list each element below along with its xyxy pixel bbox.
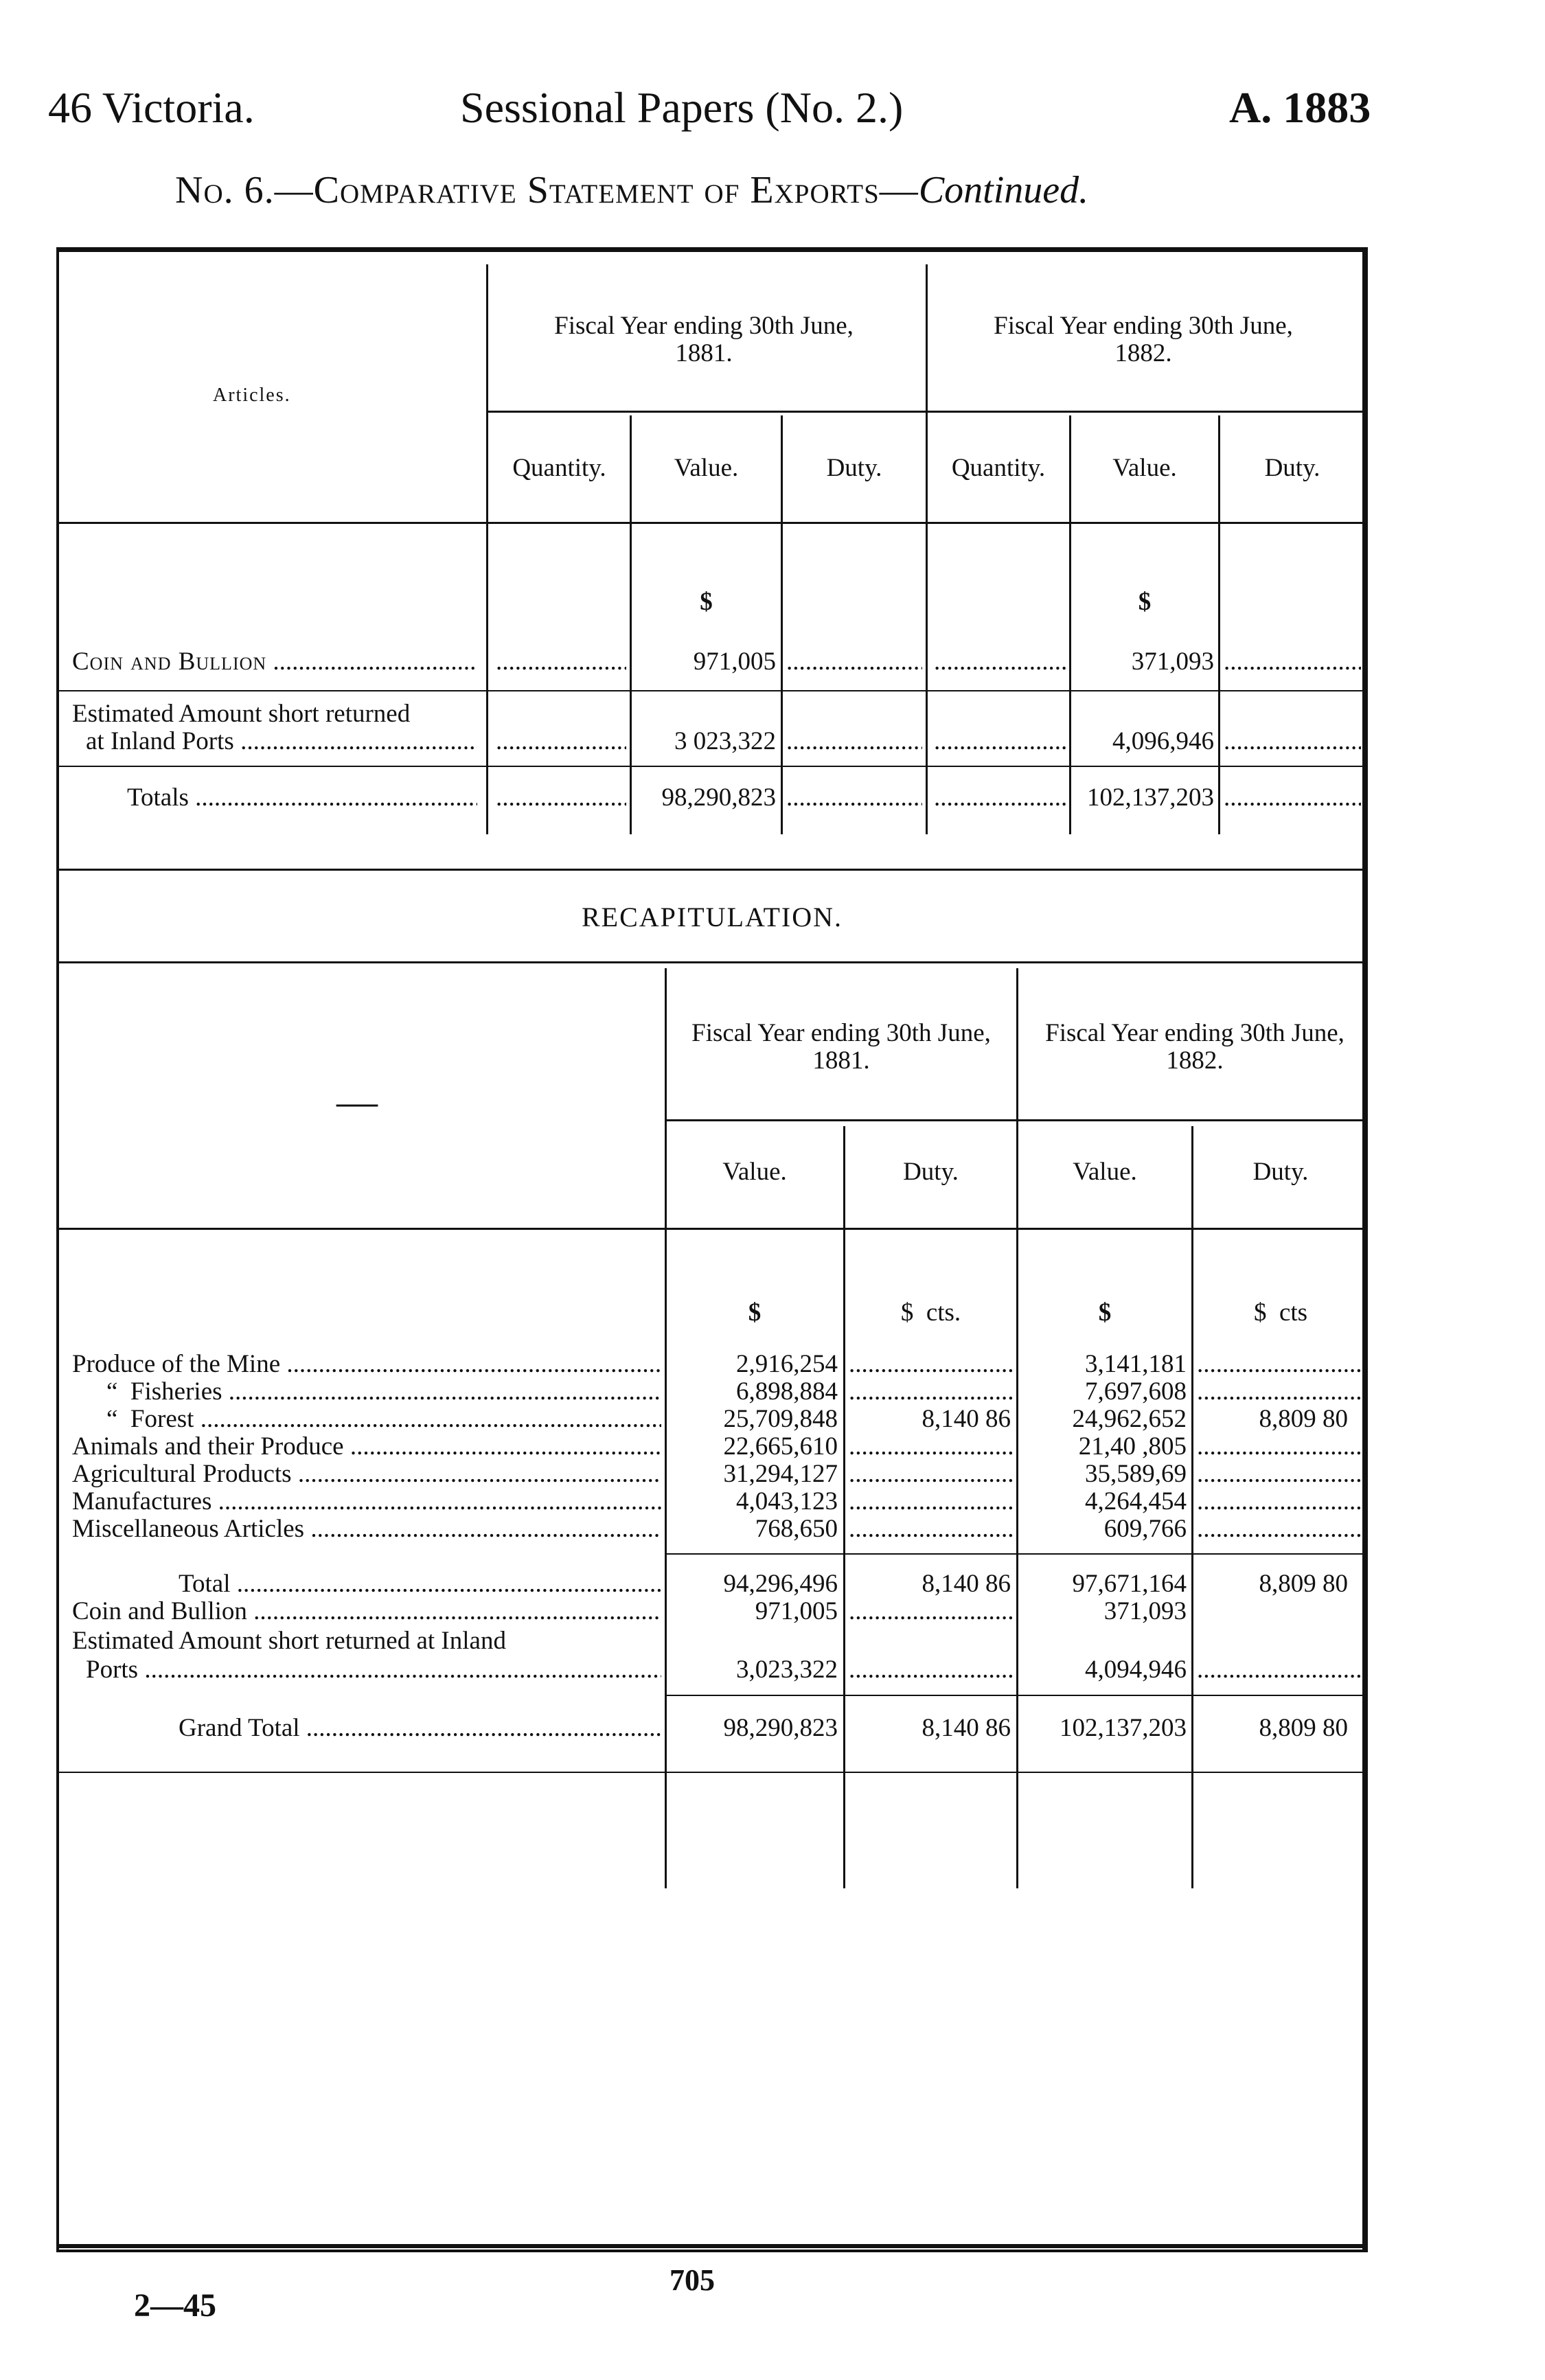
recap-row-value-1: 25,709,848 xyxy=(723,1405,838,1433)
bottom-rule xyxy=(56,2244,1368,2248)
recap-vline-d2 xyxy=(1191,1126,1193,1888)
row-est-q1-dots xyxy=(496,726,626,756)
recap-col-duty-2: Duty. xyxy=(1252,1158,1309,1186)
recap-total-value-2: 97,671,164 xyxy=(1072,1570,1187,1598)
recap-grand-label: Grand Total xyxy=(179,1714,300,1742)
row-est-q2-dots xyxy=(934,726,1066,756)
row-est-value-2: 4,096,946 xyxy=(1112,727,1214,755)
row-est-value-1: 3 023,322 xyxy=(674,727,776,755)
recap-row-value-1: 31,294,127 xyxy=(723,1460,838,1488)
row-coin-q1-dots xyxy=(496,647,626,676)
recap-row-duty-2-dots xyxy=(1197,1377,1362,1406)
recap-row-value-2: 4,264,454 xyxy=(1085,1487,1187,1515)
recap-row-duty-1-dots xyxy=(849,1349,1014,1379)
recap-row-value-1: 768,650 xyxy=(755,1515,838,1543)
recap-est-value-2: 4,094,946 xyxy=(1085,1656,1187,1684)
row-totals-q1-dots xyxy=(496,783,626,812)
recap-total-duty-1: 8,140 86 xyxy=(922,1570,1011,1598)
recap-coin-value-2: 371,093 xyxy=(1103,1597,1187,1625)
year2-header: Fiscal Year ending 30th June, 1882. xyxy=(994,312,1293,367)
document-subtitle xyxy=(175,168,1088,212)
recap-est-label-1: Estimated Amount short returned at Inland xyxy=(72,1627,506,1655)
recap-row-duty-1-dots xyxy=(849,1432,1014,1461)
row-est-d2-dots xyxy=(1224,726,1361,756)
year-header-rule xyxy=(488,411,1368,413)
recap-est-duty-1-dots xyxy=(849,1655,1014,1684)
recap-end-rule xyxy=(56,1772,1368,1773)
recap-vline-label xyxy=(665,968,667,1888)
recap-row-value-2: 35,589,69 xyxy=(1085,1460,1187,1488)
recap-title: RECAPITULATION. xyxy=(582,902,843,932)
recap-row-duty-2-dots xyxy=(1197,1459,1362,1489)
recap-row-label: Miscellaneous Articles xyxy=(72,1515,305,1543)
recap-row-label: Agricultural Products xyxy=(72,1460,292,1488)
col-quantity-2: Quantity. xyxy=(951,454,1046,482)
recap-title-rule xyxy=(56,961,1368,963)
recap-row-value-1: 2,916,254 xyxy=(736,1350,838,1378)
recap-row-label: Manufactures xyxy=(72,1487,212,1515)
recap-row-duty-2-dots xyxy=(1197,1349,1362,1379)
recap-row-value-2: 3,141,181 xyxy=(1085,1350,1187,1378)
recap-row-value-2: 21,40 ,805 xyxy=(1078,1432,1187,1461)
recap-row-value-2: 7,697,608 xyxy=(1085,1377,1187,1406)
row-rule-1 xyxy=(56,690,1368,691)
subtitle-continued: Continued. xyxy=(918,169,1089,211)
recap-total-value-1: 94,296,496 xyxy=(723,1570,838,1598)
recap-row-duty-1-dots xyxy=(849,1459,1014,1489)
year1-header: Fiscal Year ending 30th June, 1881. xyxy=(554,312,854,367)
recap-row-duty-2-dots xyxy=(1197,1487,1362,1516)
recap-total-label: Total xyxy=(179,1570,231,1598)
recap-row-duty-2-dots xyxy=(1197,1514,1362,1544)
recap-year-rule xyxy=(666,1119,1368,1121)
col-duty-2: Duty. xyxy=(1264,454,1320,482)
col-value-2: Value. xyxy=(1112,454,1177,482)
recap-col-rule xyxy=(56,1228,1368,1230)
recap-row-duty-1-dots xyxy=(849,1487,1014,1516)
row-est-d1-dots xyxy=(786,726,922,756)
subtitle-main: No. 6.—Comparative Statement of Exports— xyxy=(175,169,919,211)
page-number: 705 xyxy=(670,2263,715,2297)
row-est-label-1: Estimated Amount short returned xyxy=(72,700,411,728)
recap-row-duty-1-dots xyxy=(849,1377,1014,1406)
currency-value-1: $ xyxy=(700,588,713,616)
recap-row-duty-2: 8,809 80 xyxy=(1259,1405,1348,1433)
recap-grand-duty-1: 8,140 86 xyxy=(922,1714,1011,1742)
row-totals-d1-dots xyxy=(786,783,922,812)
recap-subtotal-rule xyxy=(666,1553,1368,1555)
row-est-label-2: at Inland Ports ..... xyxy=(86,726,477,756)
recap-est-label-2: Ports xyxy=(86,1656,139,1684)
col-value-1: Value. xyxy=(674,454,739,482)
row-rule-2 xyxy=(56,766,1368,767)
recap-vline-year-split xyxy=(1016,968,1018,1888)
header-left: 46 Victoria. xyxy=(48,83,255,132)
row-totals-d2-dots xyxy=(1224,783,1361,812)
recap-unit-duty-2: $ cts xyxy=(1253,1298,1308,1327)
row-totals-q2-dots xyxy=(934,783,1066,812)
recap-row-value-2: 609,766 xyxy=(1103,1515,1187,1543)
col-quantity-1: Quantity. xyxy=(512,454,606,482)
recap-row-label: “ Forest xyxy=(106,1405,194,1433)
recap-est-value-1: 3,023,322 xyxy=(736,1656,838,1684)
recap-col-value-1: Value. xyxy=(722,1158,787,1186)
table-frame xyxy=(56,247,1368,2252)
row-totals-value-2: 102,137,203 xyxy=(1087,783,1214,812)
recap-col-duty-1: Duty. xyxy=(903,1158,959,1186)
row-coin-q2-dots xyxy=(934,647,1066,676)
header-center: Sessional Papers (No. 2.) xyxy=(460,83,904,132)
row-coin-label: Coin and Bullion ..... xyxy=(72,647,477,676)
recap-coin-duty-1-dots xyxy=(849,1597,1014,1626)
recap-grand-rule xyxy=(666,1695,1368,1696)
recap-coin-value-1: 971,005 xyxy=(755,1597,838,1625)
row-coin-value-2: 371,093 xyxy=(1131,648,1214,676)
recap-col-value-2: Value. xyxy=(1073,1158,1137,1186)
col-duty-1: Duty. xyxy=(826,454,882,482)
col-header-rule xyxy=(56,522,1368,524)
recap-grand-duty-2: 8,809 80 xyxy=(1259,1714,1348,1742)
row-coin-d1-dots xyxy=(786,647,922,676)
vline-year-split xyxy=(926,264,928,834)
recap-row-value-2: 24,962,652 xyxy=(1072,1405,1187,1433)
recap-coin-label: Coin and Bullion xyxy=(72,1597,247,1625)
recap-row-label: “ Fisheries xyxy=(106,1377,222,1406)
row-totals-label: Totals ..... xyxy=(127,783,477,812)
recap-row-label: Produce of the Mine xyxy=(72,1350,281,1378)
recap-grand-value-1: 98,290,823 xyxy=(723,1714,838,1742)
row-totals-value-1: 98,290,823 xyxy=(661,783,776,812)
header-right: A. 1883 xyxy=(1229,83,1371,132)
recap-unit-value-1: $ xyxy=(748,1298,762,1327)
recap-row-value-1: 6,898,884 xyxy=(736,1377,838,1406)
recap-row-duty-1-dots xyxy=(849,1514,1014,1544)
top-rule xyxy=(56,249,1368,252)
vline-articles xyxy=(486,264,488,834)
recap-total-duty-2: 8,809 80 xyxy=(1259,1570,1348,1598)
recap-year2-header: Fiscal Year ending 30th June, 1882. xyxy=(1045,1019,1344,1075)
row-coin-value-1: 971,005 xyxy=(693,648,776,676)
recap-vline-d1 xyxy=(843,1126,845,1888)
recap-dash: — xyxy=(336,1079,378,1124)
recap-unit-duty-1: $ cts. xyxy=(900,1298,961,1327)
recap-unit-value-2: $ xyxy=(1098,1298,1112,1327)
recap-grand-value-2: 102,137,203 xyxy=(1060,1714,1187,1742)
articles-label: Articles. xyxy=(213,385,291,406)
footer-signature: 2—45 xyxy=(134,2287,216,2324)
top-table-bottom-rule xyxy=(56,869,1368,871)
recap-row-value-1: 22,665,610 xyxy=(723,1432,838,1461)
row-coin-d2-dots xyxy=(1224,647,1361,676)
currency-value-2: $ xyxy=(1138,588,1152,616)
recap-row-duty-2-dots xyxy=(1197,1432,1362,1461)
recap-row-label: Animals and their Produce xyxy=(72,1432,344,1461)
recap-row-duty-1: 8,140 86 xyxy=(922,1405,1011,1433)
recap-year1-header: Fiscal Year ending 30th June, 1881. xyxy=(691,1019,991,1075)
recap-est-duty-2-dots xyxy=(1197,1655,1362,1684)
recap-row-value-1: 4,043,123 xyxy=(736,1487,838,1515)
